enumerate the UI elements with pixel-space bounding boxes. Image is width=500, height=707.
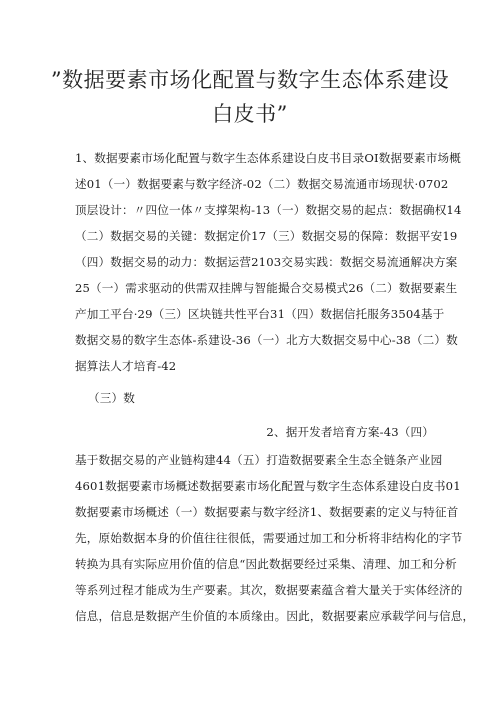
short-line: （三）数 <box>88 391 135 405</box>
tail-line-1: 基于数据交易的产业链构建44（五）打造数据要素全生态全链条产业园 <box>75 453 443 467</box>
tail-line-7: 信息，信息是数据产生价值的本质缘由。因此，数据要素应承载学问与信息， <box>75 609 475 623</box>
tail-line-5: 转换为具有实际应用价值的信息“因此数据要经过采集、清理、加工和分析 <box>75 557 457 571</box>
document-title-line-2: 白皮书” <box>212 102 288 126</box>
tail-line-4: 先，原始数据本身的价值往往很低，需要通过加工和分析将非结构化的字节 <box>75 531 463 545</box>
right-aligned-line: 2、据开发者培育方案-43（四） <box>266 425 434 439</box>
body-line-7: 产加工平台·29（三）区块链共性平台31（四）数据信托服务3504基于 <box>75 307 445 321</box>
tail-line-2: 4601数据要素市场概述数据要素市场化配置与数字生态体系建设白皮书01 <box>75 479 461 493</box>
tail-line-3: 数据要素市场概述（一）数据要素与数字经济1、数据要素的定义与特征首 <box>75 505 459 519</box>
tail-line-6: 等系列过程才能成为生产要素。其次，数据要素蕴含着大量关于实体经济的 <box>75 583 463 597</box>
document-title-line-1: ”数据要素市场化配置与数字生态体系建设 <box>50 68 450 92</box>
body-line-5: （四）数据交易的动力：数据运营2103交易实践：数据交易流通解决方案 <box>75 255 458 269</box>
body-line-9: 据算法人才培育-42 <box>75 359 177 373</box>
body-line-6: 25（一）需求驱动的供需双挂牌与智能撮合交易模式26（二）数据要素生 <box>75 281 458 295</box>
body-line-2: 述01（一）数据要素与数字经济-02（二）数据交易流通市场现状·0702 <box>75 177 449 191</box>
body-line-8: 数据交易的数字生态体-系建设-36（一）北方大数据交易中心-38（二）数 <box>75 333 458 347</box>
body-line-4: （二）数据交易的关键：数据定价17（三）数据交易的保障：数据平安19 <box>75 229 458 243</box>
body-line-1: 1、数据要素市场化配置与数字生态体系建设白皮书目录OI数据要素市场概 <box>75 151 461 165</box>
body-line-3: 顶层设计：〃四位一体〃支撑架构-13（一）数据交易的起点：数据确权14 <box>75 203 462 217</box>
